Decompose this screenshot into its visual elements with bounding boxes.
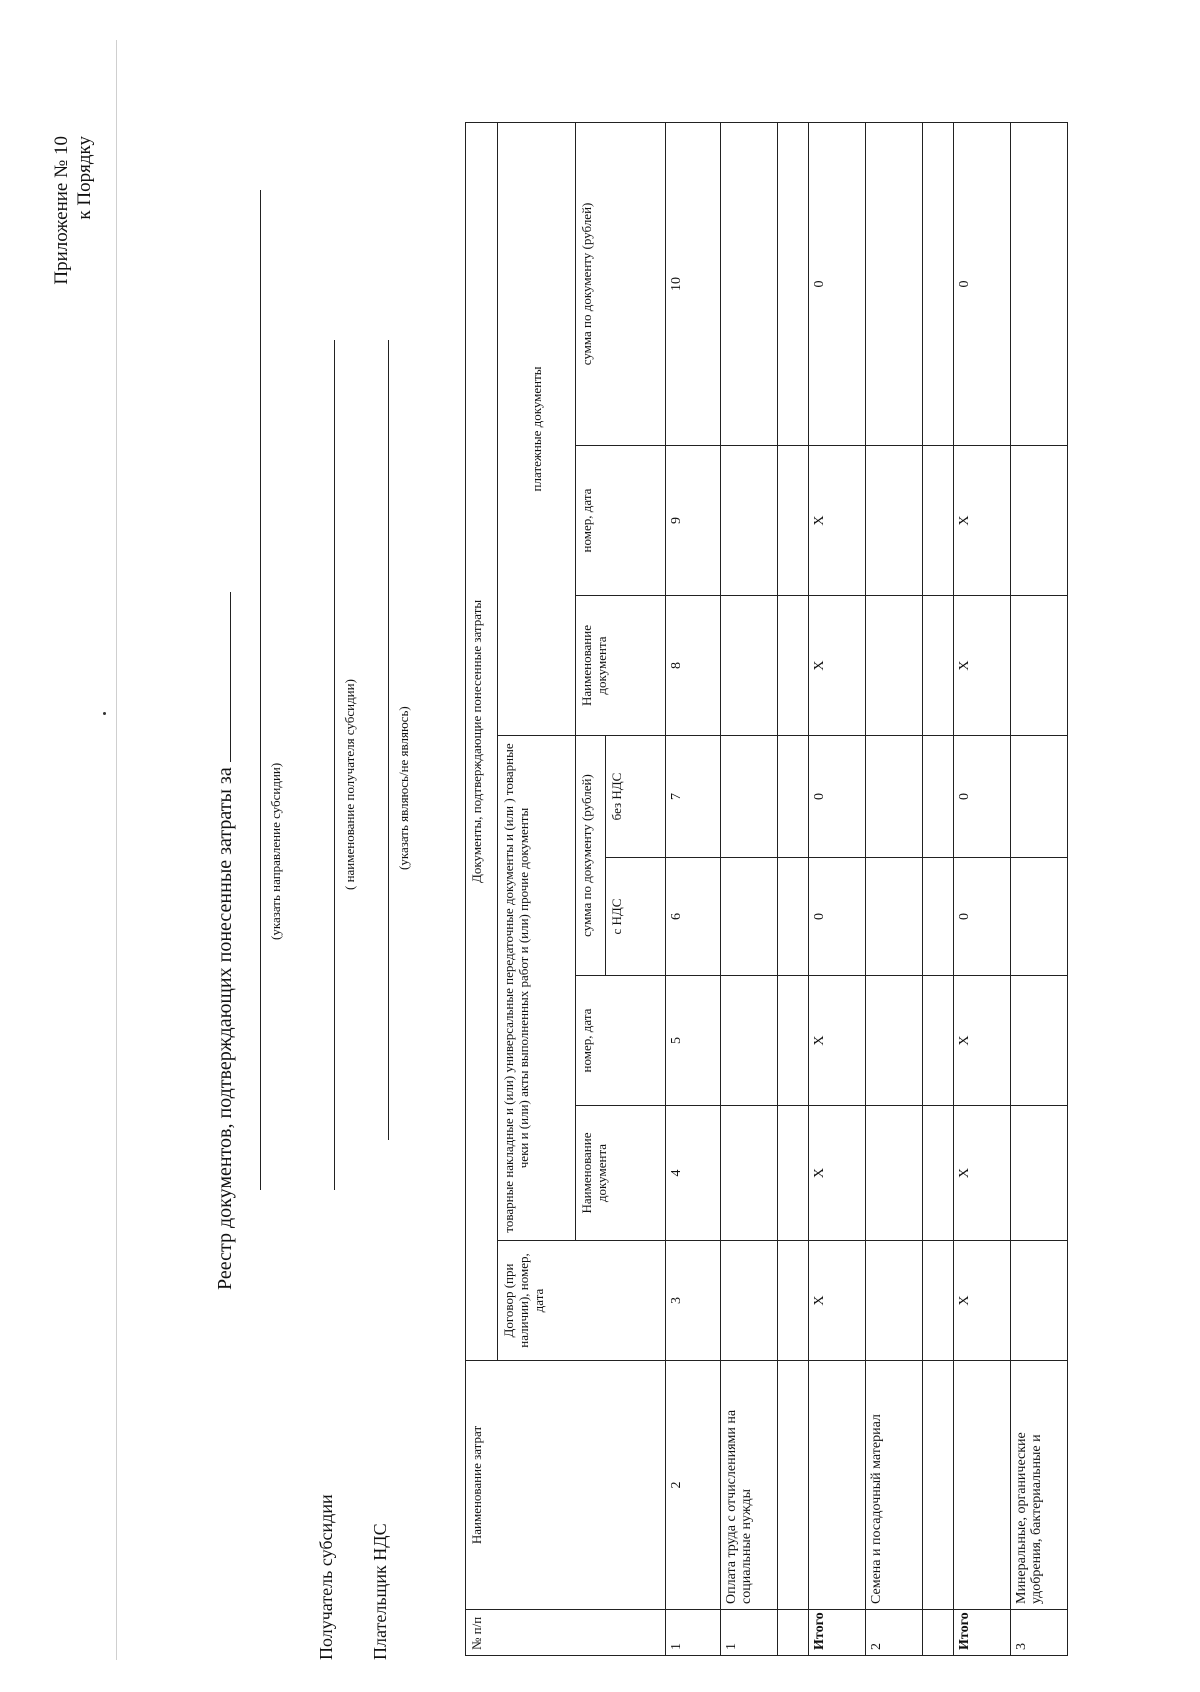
period-blank-line [212, 592, 231, 762]
appendix-note [50, 136, 96, 285]
total-cell: 0 [954, 736, 1011, 858]
total-label: Итого [809, 1610, 866, 1656]
header-with-vat: с НДС [606, 858, 666, 976]
column-number: 2 [666, 1361, 721, 1610]
header-pay-number-date: номер, дата [576, 446, 666, 596]
total-cell: 0 [954, 122, 1011, 445]
direction-blank-line [260, 190, 261, 1190]
table-row [778, 122, 809, 1655]
header-without-vat: без НДС [606, 736, 666, 858]
recipient-caption: ( наименование получателя субсидии) [342, 679, 357, 890]
header-docs-group: Документы, подтверждающие понесенные затраты [466, 122, 498, 1360]
section-name: Минеральные, органические удобрения, бактериальные и [1011, 1361, 1068, 1610]
total-row [954, 122, 1011, 1655]
vat-caption: (указать являюсь/не являюсь) [396, 706, 411, 870]
total-cell: Х [809, 976, 866, 1106]
total-cell: Х [954, 976, 1011, 1106]
vat-payer-label: Плательщик НДС [370, 1523, 390, 1660]
total-cell: Х [809, 1241, 866, 1361]
column-number-row [666, 122, 721, 1655]
header-contract: Договор (при наличии), номер, дата [498, 1241, 666, 1361]
section-num: 2 [866, 1610, 923, 1656]
column-number: 9 [666, 446, 721, 596]
recipient-blank-line [334, 340, 335, 1190]
total-cell: 0 [809, 122, 866, 445]
section-name: Оплата труда с отчислениями на социальные нужды [721, 1361, 778, 1610]
header-sum-group: сумма по документу (рублей) [576, 736, 606, 976]
column-number: 8 [666, 596, 721, 736]
column-number: 3 [666, 1241, 721, 1361]
total-row [809, 122, 866, 1655]
column-number: 1 [666, 1610, 721, 1656]
total-cell: Х [954, 1106, 1011, 1241]
total-cell: 0 [954, 858, 1011, 976]
table-row [1011, 122, 1068, 1655]
total-cell: Х [809, 446, 866, 596]
total-cell: Х [954, 596, 1011, 736]
header-doc-name: Наименование документа [576, 1106, 666, 1241]
table-row [923, 122, 954, 1655]
section-name: Семена и посадочный материал [866, 1361, 923, 1610]
total-cell: Х [954, 446, 1011, 596]
column-number: 5 [666, 976, 721, 1106]
total-label: Итого [954, 1610, 1011, 1656]
column-number: 6 [666, 858, 721, 976]
header-invoices-group: товарные накладные и (или) универсальные передаточные документы и (или ) товарные чеки и (или) акты выполненных работ и (или) прочие документы [498, 736, 576, 1241]
header-number-date: номер, дата [576, 976, 666, 1106]
appendix-line-2: к Порядку [74, 136, 95, 220]
page-title-text: Реестр документов, подтверждающих понесенные затраты за [214, 767, 236, 1290]
header-num: № п/п [466, 1610, 666, 1656]
header-pay-doc-name: Наименование документа [576, 596, 666, 736]
table-row [721, 122, 778, 1655]
column-number: 4 [666, 1106, 721, 1241]
header-cost-name: Наименование затрат [466, 1361, 666, 1610]
column-number: 10 [666, 122, 721, 445]
section-num: 3 [1011, 1610, 1068, 1656]
column-number: 7 [666, 736, 721, 858]
total-cell: 0 [809, 858, 866, 976]
header-pay-sum: сумма по документу (рублей) [576, 122, 666, 445]
total-cell: Х [954, 1241, 1011, 1361]
section-num: 1 [721, 1610, 778, 1656]
total-cell: Х [809, 1106, 866, 1241]
total-cell: Х [809, 596, 866, 736]
appendix-line-1: Приложение № 10 [51, 136, 72, 285]
register-table [465, 122, 1068, 1656]
page-title [212, 592, 237, 1290]
header-payments-group: платежные документы [498, 122, 576, 735]
recipient-label: Получатель субсидии [316, 1494, 336, 1660]
table-row [866, 122, 923, 1655]
vat-blank-line [388, 340, 389, 1140]
direction-caption: (указать направление субсидии) [268, 762, 283, 940]
total-cell: 0 [809, 736, 866, 858]
rotated-sheet [30, 120, 1070, 1660]
